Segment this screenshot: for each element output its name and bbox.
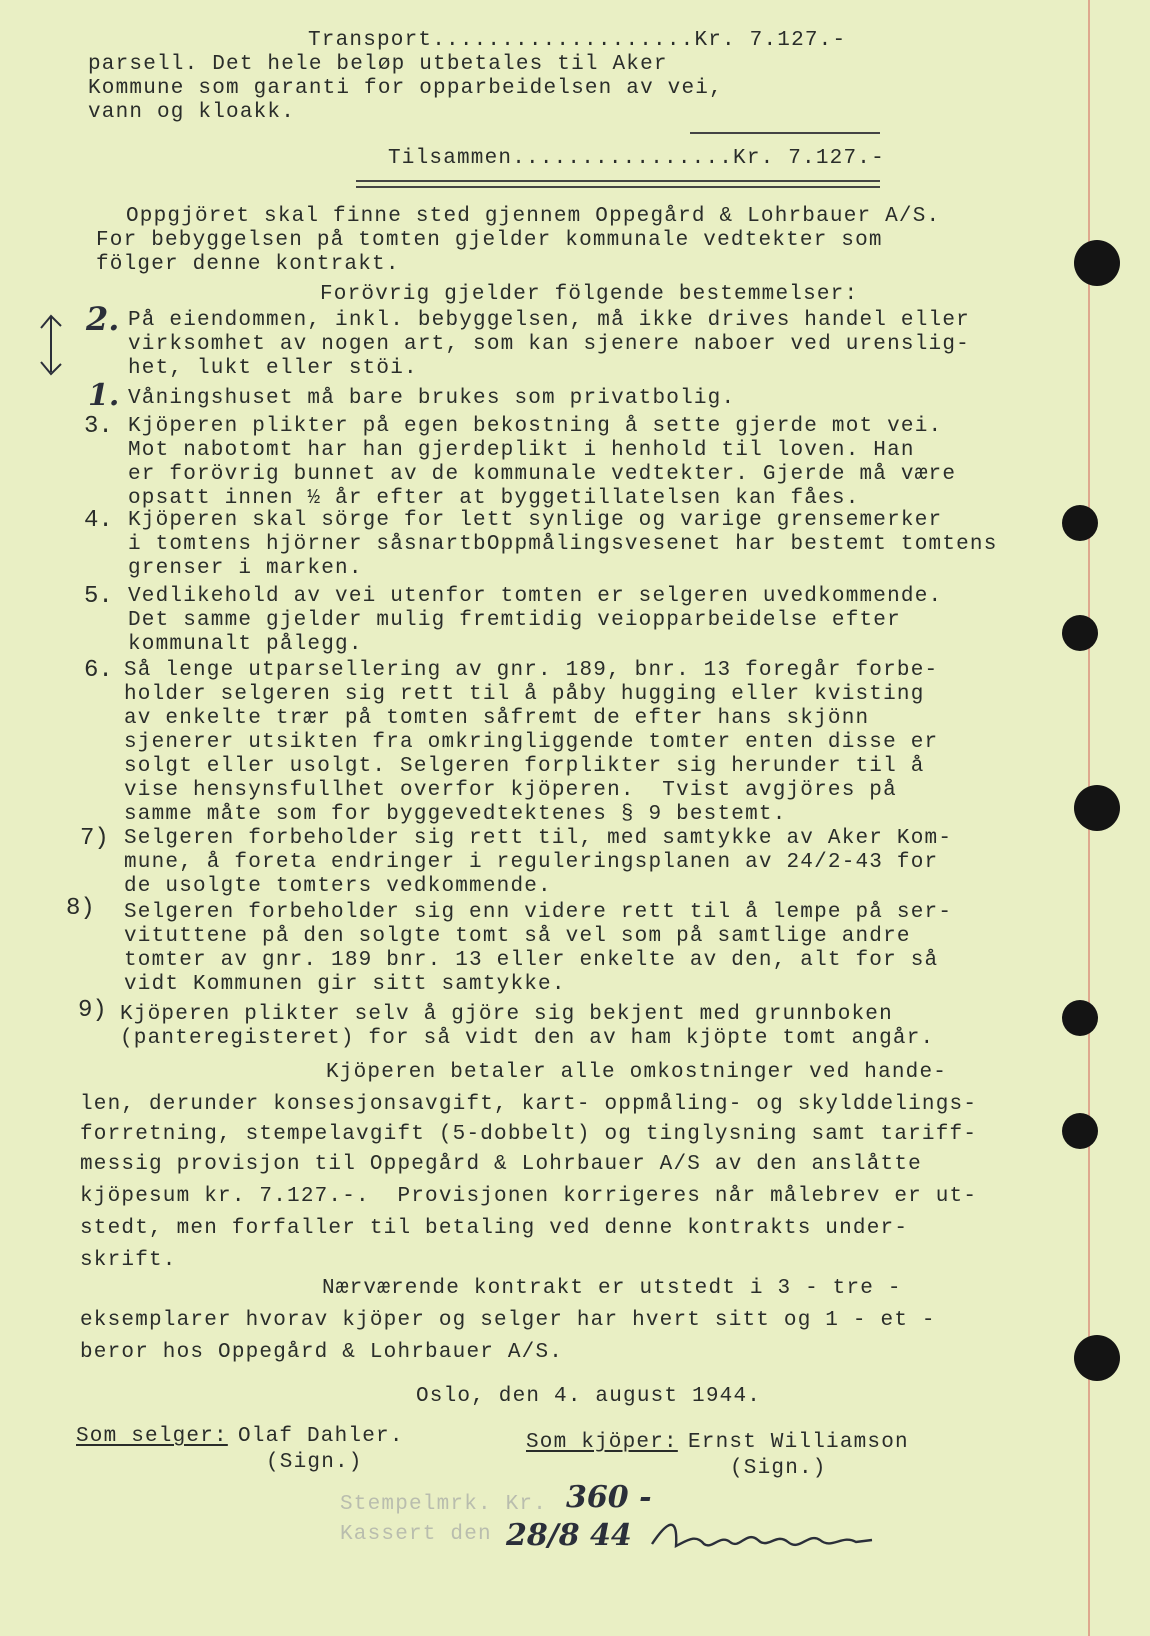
clause-line: tomter av gnr. 189 bnr. 13 eller enkelte av den, alt for så (124, 949, 939, 972)
copies-line: Nærværende kontrakt er utstedt i 3 - tre - (322, 1277, 902, 1300)
carry-line: parsell. Det hele beløp utbetales til Aker (88, 53, 668, 76)
clause-line: kommunalt pålegg. (128, 633, 363, 656)
clause-line: sjenerer utsikten fra omkringliggende tomter enten disse er (124, 731, 939, 754)
stamp-date: 28/8 44 (506, 1518, 632, 1553)
punch-hole (1074, 240, 1120, 286)
costs-line: messig provisjon til Oppegård & Lohrbauer A/S av den anslåtte (80, 1153, 922, 1176)
intro-line: Oppgjöret skal finne sted gjennem Oppegård & Lohrbauer A/S. (126, 205, 941, 228)
transport-line: Transport...................Kr. 7.127.- (308, 29, 847, 52)
clause-line: Det samme gjelder mulig fremtidig veiopparbeidelse efter (128, 609, 901, 632)
provisions-heading: Forövrig gjelder fölgende bestemmelser: (320, 283, 859, 306)
punch-hole (1074, 1335, 1120, 1381)
costs-line: len, derunder konsesjonsavgift, kart- oppmåling- og skylddelings- (80, 1093, 978, 1116)
clause-number: 6. (84, 657, 113, 684)
clause-line: vidt Kommunen gir sitt samtykke. (124, 973, 566, 996)
intro-line: For bebyggelsen på tomten gjelder kommunale vedtekter som (96, 229, 883, 252)
buyer-sign: (Sign.) (730, 1457, 827, 1480)
clause-line: het, lukt eller stöi. (128, 357, 418, 380)
clause-line: vise hensynsfullhet overfor kjöperen. Tvist avgjöres på (124, 779, 897, 802)
clause-number: 5. (84, 583, 113, 610)
seller-name: Olaf Dahler. (238, 1425, 404, 1448)
clause-line: samme måte som for byggevedtektenes § 9 bestemt. (124, 803, 787, 826)
sum-rule (690, 132, 880, 134)
clause-line: er forövrig bunnet av de kommunale vedtekter. Gjerde må være (128, 463, 957, 486)
copies-line: eksemplarer hvorav kjöper og selger har hvert sitt og 1 - et - (80, 1309, 936, 1332)
clause-number: 8) (66, 895, 95, 922)
clause-number: 4. (84, 507, 113, 534)
clause-line: Mot nabotomt har han gjerdeplikt i henhold til loven. Han (128, 439, 915, 462)
clause-line: Kjöperen plikter selv å gjöre sig bekjent med grunnboken (120, 1003, 893, 1026)
clause-number: 1. (88, 378, 120, 413)
intro-line: fölger denne kontrakt. (96, 253, 400, 276)
buyer-name: Ernst Williamson (688, 1431, 909, 1454)
costs-line: skrift. (80, 1249, 177, 1272)
place-date: Oslo, den 4. august 1944. (416, 1385, 762, 1408)
clause-line: Kjöperen skal sörge for lett synlige og varige grensemerker (128, 509, 943, 532)
punch-hole (1062, 1113, 1098, 1149)
clause-line: holder selgeren sig rett til å påby hugging eller kvisting (124, 683, 925, 706)
clause-line: av enkelte trær på tomten såfremt de efter hans skjönn (124, 707, 870, 730)
punch-hole (1062, 505, 1098, 541)
clause-line: i tomtens hjörner såsnartbOppmålingsvesenet har bestemt tomtens (128, 533, 998, 556)
clause-line: vituttene på den solgte tomt så vel som på samtlige andre (124, 925, 911, 948)
clause-line: Selgeren forbeholder sig enn videre rett til å lempe på ser- (124, 901, 953, 924)
clause-number: 9) (78, 997, 107, 1024)
clause-line: grenser i marken. (128, 557, 363, 580)
clause-line: mune, å foreta endringer i reguleringsplanen av 24/2-43 for (124, 851, 939, 874)
carry-line: Kommune som garanti for opparbeidelsen av vei, (88, 77, 723, 100)
clause-line: opsatt innen ½ år efter at byggetillatelsen kan fåes. (128, 487, 860, 510)
copies-line: beror hos Oppegård & Lohrbauer A/S. (80, 1341, 564, 1364)
clause-line: de usolgte tomters vedkommende. (124, 875, 552, 898)
stamp-line: Stempelmrk. Kr. (340, 1493, 548, 1516)
carry-line: vann og kloakk. (88, 101, 296, 124)
reorder-arrow-icon (36, 312, 66, 378)
punch-hole (1062, 1000, 1098, 1036)
total-line: Tilsammen................Kr. 7.127.- (388, 147, 885, 170)
stamp-line: Kassert den (340, 1523, 492, 1546)
clause-line: Vedlikehold av vei utenfor tomten er selgeren uvedkommende. (128, 585, 943, 608)
clause-line: Kjöperen plikter på egen bekostning å sette gjerde mot vei. (128, 415, 943, 438)
clause-line: Så lenge utparsellering av gnr. 189, bnr. 13 foregår forbe- (124, 659, 939, 682)
clause-line: Våningshuset må bare brukes som privatbolig. (128, 387, 736, 410)
clause-line: Selgeren forbeholder sig rett til, med samtykke av Aker Kom- (124, 827, 953, 850)
costs-line: forretning, stempelavgift (5-dobbelt) og tinglysning samt tariff- (80, 1123, 978, 1146)
clause-line: På eiendommen, inkl. bebyggelsen, må ikke drives handel eller (128, 309, 970, 332)
clause-number: 7) (80, 825, 109, 852)
clause-line: (panteregisteret) for så vidt den av ham kjöpte tomt angår. (120, 1027, 935, 1050)
seller-label: Som selger: (76, 1425, 228, 1448)
double-rule (356, 186, 880, 188)
clause-line: virksomhet av nogen art, som kan sjenere naboer ved urenslig- (128, 333, 970, 356)
punch-hole (1062, 615, 1098, 651)
handwritten-signature (648, 1510, 878, 1560)
costs-line: kjöpesum kr. 7.127.-. Provisjonen korrigeres når målebrev er ut- (80, 1185, 978, 1208)
clause-number: 3. (84, 413, 113, 440)
stamp-amount: 360 - (566, 1480, 652, 1515)
punch-hole (1074, 785, 1120, 831)
costs-line: Kjöperen betaler alle omkostninger ved hande- (326, 1061, 948, 1084)
costs-line: stedt, men forfaller til betaling ved denne kontrakts under- (80, 1217, 909, 1240)
double-rule (356, 180, 880, 182)
seller-sign: (Sign.) (266, 1451, 363, 1474)
buyer-label: Som kjöper: (526, 1431, 678, 1454)
clause-number: 2. (86, 300, 120, 338)
clause-line: solgt eller usolgt. Selgeren forplikter sig herunder til å (124, 755, 925, 778)
